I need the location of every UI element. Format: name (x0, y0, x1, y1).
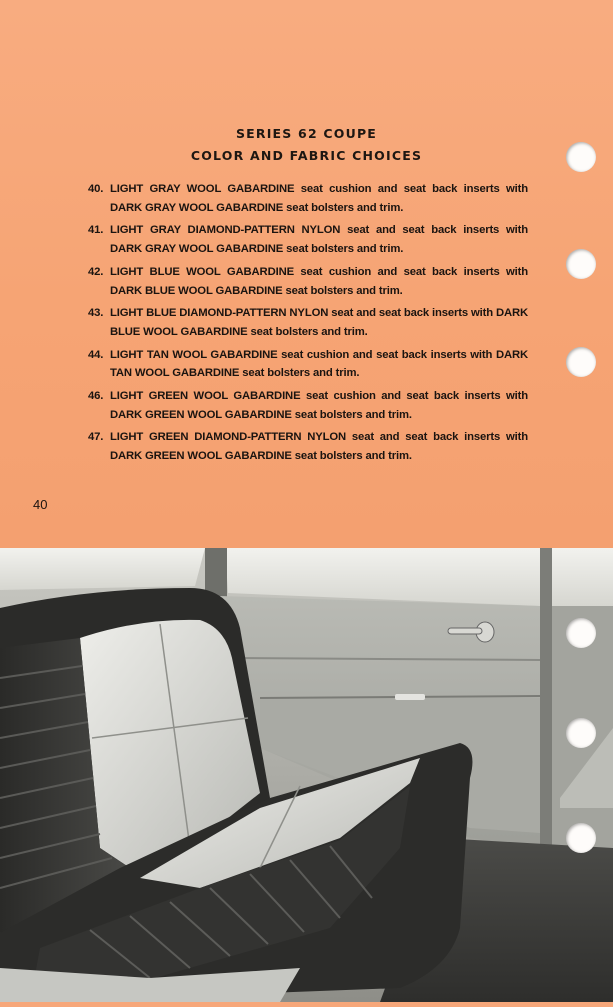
choice-item (88, 346, 528, 383)
choice-number: 41. (88, 224, 104, 237)
binder-hole (566, 142, 596, 172)
window-pillar (205, 548, 227, 598)
door-pillar (540, 548, 552, 848)
choice-item (88, 428, 528, 465)
series-title: SERIES 62 COUPE (235, 126, 378, 141)
choice-item (88, 180, 528, 217)
front-window (552, 548, 613, 606)
rear-window (0, 548, 205, 590)
page-number: 40 (33, 497, 48, 512)
choice-text: LIGHT TAN WOOL GABARDINE seat cushion and seat back inserts with DARK TAN WOOL GABARDINE seat bolsters and trim. (110, 348, 528, 380)
choice-number: 47. (88, 431, 104, 444)
binder-hole (566, 347, 596, 377)
choice-text: LIGHT GREEN WOOL GABARDINE seat cushion and seat back inserts with DARK GREEN WOOL GABARDINE seat bolsters and trim. (110, 390, 528, 421)
choice-text: LIGHT BLUE WOOL GABARDINE seat cushion and seat back inserts with DARK BLUE WOOL GABARDINE seat bolsters and trim. (110, 265, 528, 297)
choice-text: LIGHT GRAY DIAMOND-PATTERN NYLON seat and seat back inserts with DARK GRAY WOOL GABARDINE seat bolsters and trim. (110, 224, 528, 256)
binder-hole (566, 249, 596, 279)
choice-number: 43. (88, 307, 104, 320)
choice-text: LIGHT GREEN DIAMOND-PATTERN NYLON seat and seat back inserts with DARK GREEN WOOL GABARDINE seat bolsters and trim. (110, 431, 528, 463)
choice-text: LIGHT GRAY WOOL GABARDINE seat cushion and seat back inserts with DARK GRAY WOOL GABARDINE seat bolsters and trim. (110, 183, 528, 214)
choice-item (88, 263, 528, 300)
choice-item (88, 221, 528, 258)
choice-number: 44. (88, 348, 104, 361)
binder-hole (566, 823, 596, 853)
binder-hole (566, 718, 596, 748)
choice-item (88, 304, 528, 341)
choice-text: LIGHT BLUE DIAMOND-PATTERN NYLON seat and seat back inserts with DARK BLUE WOOL GABARDINE seat bolsters and trim. (110, 307, 528, 338)
fabric-choice-list (88, 180, 528, 470)
choice-number: 42. (88, 265, 104, 278)
choice-item (88, 387, 528, 424)
choice-number: 40. (88, 183, 104, 195)
binder-hole (566, 618, 596, 648)
section-title: COLOR AND FABRIC CHOICES (190, 148, 423, 163)
interior-drawing (0, 548, 613, 1002)
choice-number: 46. (88, 390, 104, 403)
car-interior-illustration (0, 548, 613, 1002)
